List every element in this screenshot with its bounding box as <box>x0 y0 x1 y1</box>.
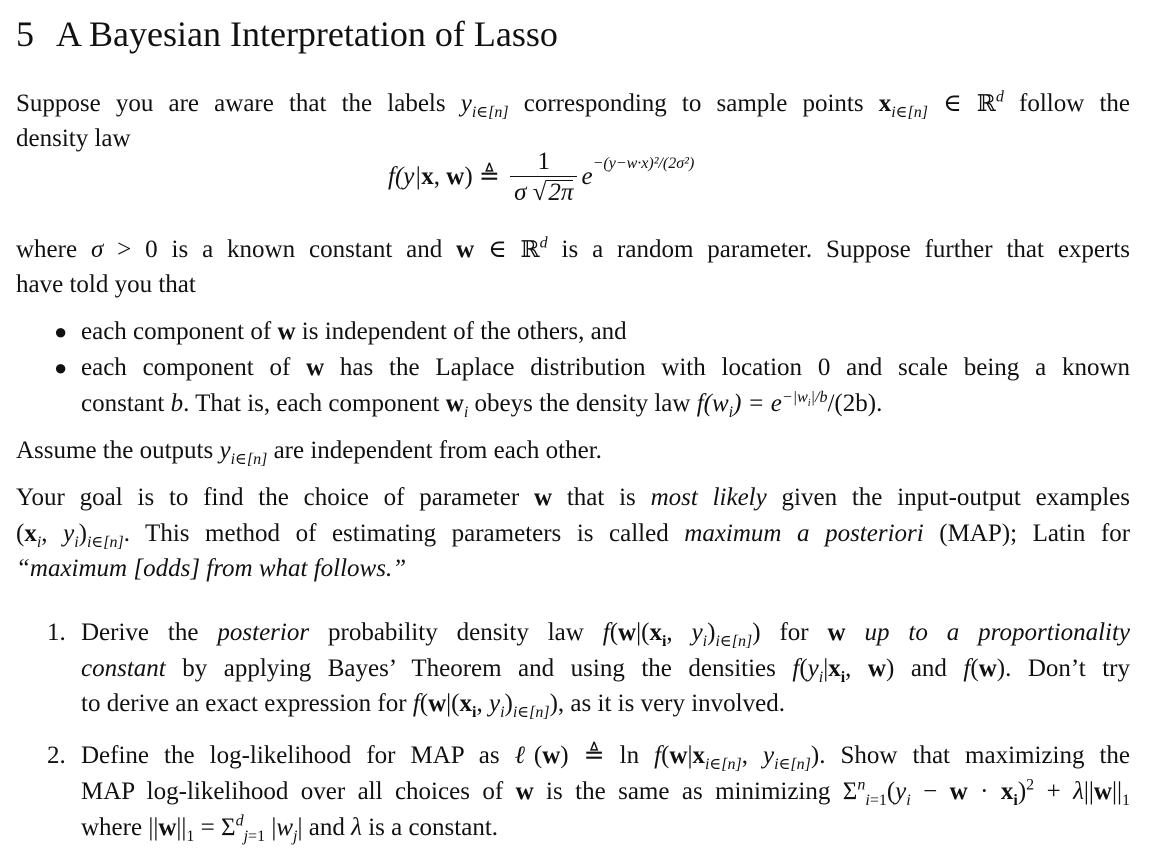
normalizing-fraction: $\frac{1}{\sigma √2\pi}$ <box>510 148 577 209</box>
para1-line1: Suppose you are aware that the labels $y_{i\in[n]}$ corresponding to sample points $x_{i\in[n]}$ ∈ ℝ$^d$ follow the <box>16 88 1130 121</box>
item-2-number: 2. <box>47 742 66 769</box>
x-sub-in-Rd: $x_{i\in[n]}$ ∈ ℝ$^d$ <box>878 88 1004 121</box>
section-title: A Bayesian Interpretation of Lasso <box>56 14 558 54</box>
item-1-line3: to derive an exact expression for $f(w|(x_i$, $y_i)_{i\in[n]}$), as it is very involved. <box>81 690 785 721</box>
item-1-line2: constant by applying Bayes’ Theorem and using the densities $f(y_i|x_i$, w) and f(w). Don’t try <box>81 655 1130 686</box>
item-2-line2: MAP log-likelihood over all choices of w is the same as minimizing $\Sigma^n_{i=1}(y_i - w \cdot x_i)^2 + \lambda||w||_1$ <box>81 776 1130 809</box>
item-1-line1: Derive the posterior probability density law $f(w|(x_i$, $y_i)_{i\in[n]}$) for w up to a proportionality <box>81 619 1131 650</box>
examples-tuple: ($x_i$, $y_i)_{i\in[n]}$ <box>16 520 124 551</box>
y-sub: $y_{i\in[n]}$ <box>460 90 509 121</box>
bullet-2-line2: constant b. That is, each component $w_i$ obeys the density law $f(w_i) = e^{-|w_i|/b}/(2b)$. <box>81 388 883 421</box>
item-1-number: 1. <box>47 619 66 646</box>
density-equation: f(y|x, w) ≜ $\frac{1}{\sigma √2\pi}$ $e^{-(y-w\cdot x)^2/(2\sigma^2)}$ <box>388 148 694 209</box>
para1-line2: density law <box>16 125 131 152</box>
laplace-law: $f(w_i) = e^{-|w_i|/b}/(2b)$. <box>696 388 883 421</box>
para4-line2: ($x_i$, $y_i)_{i\in[n]}$. This method of estimating parameters is called maximum a posteriori (MAP); Latin for <box>16 520 1131 551</box>
bullet-dot: ● <box>54 355 68 380</box>
bullet-dot: ● <box>54 319 68 344</box>
lasso-objective: $\Sigma^n_{i=1}(y_i - w \cdot x_i)^2 + \lambda||w||_1$ <box>842 776 1130 809</box>
section-number: 5 <box>16 14 34 54</box>
bullet-2-line1: each component of w has the Laplace distribution with location 0 and scale being a known <box>81 354 1131 381</box>
bullet-1: each component of w is independent of the others, and <box>81 318 627 345</box>
para2-line1: where σ > 0 is a known constant and w ∈ ℝ$^d$ is a random parameter. Suppose further that experts <box>16 234 1131 263</box>
item-2-line1: Define the log-likelihood for MAP as ℓ(w) ≜ $\ln f(w|x_{i\in[n]}$, $y_{i\in[n]}$). Show that maximizing the <box>81 742 1131 773</box>
para4-line1: Your goal is to find the choice of parameter w that is most likely given the input-output examples <box>16 484 1131 511</box>
para2-line2: have told you that <box>16 271 196 298</box>
section-heading <box>16 10 558 58</box>
para3: Assume the outputs $y_{i\in[n]}$ are independent from each other. <box>16 437 602 468</box>
para4-line3: “maximum [odds] from what follows.” <box>16 555 407 582</box>
item-2-line3: where $||w||_1 = \Sigma^d_{j=1}$ $|w_j|$ and λ is a constant. <box>81 812 499 845</box>
l1-norm-def: $||w||_1 = \Sigma^d_{j=1}$ $|w_j|$ <box>148 812 303 845</box>
